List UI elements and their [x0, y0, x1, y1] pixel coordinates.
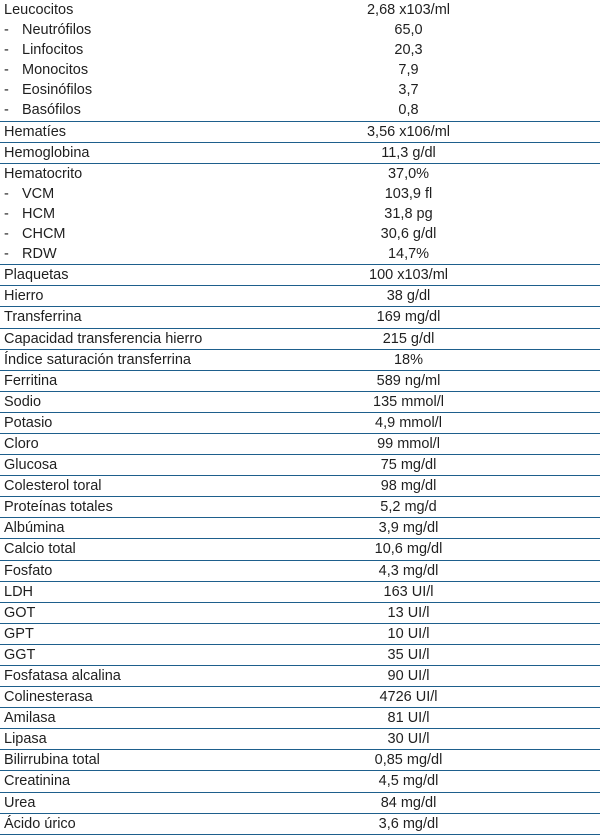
parameter-name: Eosinófilos — [22, 82, 93, 99]
parameter-name: VCM — [22, 185, 55, 202]
parameter-name: Bilirrubina total — [4, 752, 100, 769]
table-row — [0, 666, 600, 687]
table-row — [0, 80, 600, 100]
parameter-value: 11,3 g/dl — [257, 142, 600, 163]
parameter-name-cell — [0, 184, 257, 204]
parameter-name: Albúmina — [4, 520, 65, 537]
parameter-value: 100 x103/ml — [257, 265, 600, 286]
table-row — [0, 370, 600, 391]
parameter-name-cell — [0, 100, 257, 121]
parameter-name-cell — [0, 391, 257, 412]
parameter-name-cell — [0, 121, 257, 142]
parameter-name: Amilasa — [4, 710, 56, 727]
parameter-name-cell — [0, 602, 257, 623]
parameter-name: Hematíes — [4, 123, 67, 140]
parameter-name: Lipasa — [4, 731, 47, 748]
table-row — [0, 518, 600, 539]
parameter-value: 4726 UI/l — [257, 687, 600, 708]
parameter-value: 0,8 — [257, 100, 600, 121]
parameter-name: Colesterol toral — [4, 478, 102, 495]
parameter-name: Glucosa — [4, 457, 58, 474]
parameter-name: Transferrina — [4, 309, 82, 326]
parameter-name: Potasio — [4, 414, 53, 431]
parameter-name: Hemoglobina — [4, 144, 90, 161]
parameter-name: Creatinina — [4, 773, 71, 790]
parameter-name-cell — [0, 307, 257, 328]
parameter-value: 20,3 — [394, 42, 423, 59]
parameter-value: 5,2 mg/d — [257, 497, 600, 518]
parameter-value: 30,6 g/dl — [380, 226, 437, 243]
parameter-name: GGT — [4, 646, 36, 663]
parameter-name: Urea — [4, 794, 36, 811]
parameter-name: Linfocitos — [22, 42, 84, 59]
parameter-value: 135 mmol/l — [257, 391, 600, 412]
parameter-value: 37,0% — [387, 165, 430, 182]
sub-item-dash: - — [4, 185, 9, 202]
table-row — [0, 142, 600, 163]
table-row — [0, 224, 600, 244]
parameter-name: GOT — [4, 604, 36, 621]
parameter-value: 3,7 — [398, 82, 419, 99]
parameter-value: 75 mg/dl — [257, 455, 600, 476]
parameter-value: 215 g/dl — [257, 328, 600, 349]
parameter-name-cell — [0, 687, 257, 708]
parameter-value: 103,9 fl — [384, 185, 433, 202]
parameter-name: Cloro — [4, 435, 39, 452]
parameter-value: 18% — [257, 349, 600, 370]
parameter-name: Hierro — [4, 288, 44, 305]
sub-item-dash: - — [4, 226, 9, 243]
parameter-name: Índice saturación transferrina — [4, 351, 191, 368]
parameter-name-cell — [0, 20, 257, 40]
parameter-value: 10,6 mg/dl — [257, 539, 600, 560]
table-row — [0, 813, 600, 834]
table-row — [0, 792, 600, 813]
parameter-name-cell — [0, 623, 257, 644]
parameter-name-cell — [0, 433, 257, 454]
parameter-value: 589 ng/ml — [257, 370, 600, 391]
table-row — [0, 163, 600, 184]
parameter-value: 98 mg/dl — [257, 476, 600, 497]
parameter-name: HCM — [22, 205, 56, 222]
parameter-name-cell — [0, 80, 257, 100]
table-row — [0, 623, 600, 644]
parameter-name-cell — [0, 204, 257, 224]
parameter-value: 30 UI/l — [257, 729, 600, 750]
parameter-name-cell — [0, 813, 257, 834]
parameter-value: 65,0 — [394, 22, 423, 39]
parameter-value: 35 UI/l — [257, 644, 600, 665]
parameter-value: 10 UI/l — [257, 623, 600, 644]
parameter-name: Ácido úrico — [4, 815, 76, 832]
table-row — [0, 265, 600, 286]
parameter-name-cell — [0, 560, 257, 581]
table-row — [0, 687, 600, 708]
sub-item-dash: - — [4, 246, 9, 263]
parameter-name-cell — [0, 644, 257, 665]
parameter-name-cell — [0, 708, 257, 729]
parameter-value: 38 g/dl — [257, 286, 600, 307]
parameter-value: 2,68 x103/ml — [366, 2, 451, 18]
parameter-name-cell — [0, 370, 257, 391]
table-row — [0, 349, 600, 370]
table-row — [0, 602, 600, 623]
parameter-value: 90 UI/l — [257, 666, 600, 687]
parameter-name-cell — [0, 539, 257, 560]
parameter-value: 7,9 — [398, 62, 419, 79]
parameter-name-cell — [0, 0, 257, 20]
table-row — [0, 204, 600, 224]
parameter-name-cell — [0, 771, 257, 792]
table-row — [0, 40, 600, 60]
parameter-name: Plaquetas — [4, 267, 69, 284]
table-row — [0, 328, 600, 349]
parameter-name-cell — [0, 518, 257, 539]
parameter-name-cell — [0, 412, 257, 433]
table-row — [0, 560, 600, 581]
parameter-name-cell — [0, 244, 257, 265]
sub-item-dash: - — [4, 205, 9, 222]
parameter-value: 99 mmol/l — [257, 433, 600, 454]
sub-item-dash: - — [4, 82, 9, 99]
table-row — [0, 0, 600, 20]
parameter-value: 14,7% — [257, 244, 600, 265]
table-row — [0, 644, 600, 665]
parameter-name: Leucocitos — [4, 2, 74, 18]
parameter-name: Fosfato — [4, 562, 53, 579]
parameter-name: Sodio — [4, 393, 42, 410]
parameter-name: Hematocrito — [4, 165, 83, 182]
parameter-name: Monocitos — [22, 62, 89, 79]
parameter-name-cell — [0, 224, 257, 244]
parameter-value: 81 UI/l — [257, 708, 600, 729]
parameter-name-cell — [0, 497, 257, 518]
table-row — [0, 476, 600, 497]
table-row — [0, 729, 600, 750]
parameter-name: Fosfatasa alcalina — [4, 668, 121, 684]
table-row — [0, 539, 600, 560]
parameter-name: GPT — [4, 625, 34, 642]
parameter-value: 3,6 mg/dl — [257, 813, 600, 834]
parameter-value: 13 UI/l — [257, 602, 600, 623]
table-row — [0, 708, 600, 729]
table-row — [0, 286, 600, 307]
sub-item-dash: - — [4, 42, 9, 59]
parameter-name-cell — [0, 40, 257, 60]
parameter-name-cell — [0, 265, 257, 286]
parameter-name: Proteínas totales — [4, 499, 113, 516]
table-row — [0, 455, 600, 476]
table-row — [0, 121, 600, 142]
parameter-value: 163 UI/l — [257, 581, 600, 602]
parameter-value: 84 mg/dl — [257, 792, 600, 813]
table-row — [0, 412, 600, 433]
sub-item-dash: - — [4, 102, 9, 119]
parameter-value: 4,3 mg/dl — [257, 560, 600, 581]
parameter-name-cell — [0, 729, 257, 750]
parameter-value: 0,85 mg/dl — [257, 750, 600, 771]
parameter-name: RDW — [22, 246, 57, 263]
table-row — [0, 307, 600, 328]
parameter-value: 169 mg/dl — [257, 307, 600, 328]
parameter-name: Neutrófilos — [22, 22, 92, 39]
table-row — [0, 391, 600, 412]
parameter-name-cell — [0, 349, 257, 370]
parameter-name-cell — [0, 581, 257, 602]
table-row — [0, 60, 600, 80]
parameter-name-cell — [0, 455, 257, 476]
table-row — [0, 771, 600, 792]
parameter-value: 3,56 x106/ml — [257, 121, 600, 142]
table-row — [0, 244, 600, 265]
parameter-name-cell — [0, 328, 257, 349]
parameter-name: CHCM — [22, 226, 66, 243]
parameter-name: Ferritina — [4, 372, 58, 389]
parameter-name-cell — [0, 286, 257, 307]
table-row — [0, 581, 600, 602]
parameter-name-cell — [0, 750, 257, 771]
parameter-name: Calcio total — [4, 541, 76, 558]
parameter-name-cell — [0, 163, 257, 184]
parameter-name: Capacidad transferencia hierro — [4, 330, 203, 347]
parameter-name: LDH — [4, 583, 34, 600]
table-row — [0, 750, 600, 771]
table-row — [0, 20, 600, 40]
table-row — [0, 433, 600, 454]
parameter-name-cell — [0, 142, 257, 163]
parameter-value: 4,5 mg/dl — [257, 771, 600, 792]
parameter-value: 4,9 mmol/l — [257, 412, 600, 433]
table-row — [0, 497, 600, 518]
parameter-name-cell — [0, 792, 257, 813]
sub-item-dash: - — [4, 62, 9, 79]
table-row — [0, 184, 600, 204]
parameter-name-cell — [0, 666, 257, 687]
parameter-name-cell — [0, 476, 257, 497]
parameter-value: 31,8 pg — [384, 205, 433, 222]
sub-item-dash: - — [4, 22, 9, 39]
parameter-name: Basófilos — [22, 102, 81, 119]
parameter-value: 3,9 mg/dl — [257, 518, 600, 539]
parameter-name-cell — [0, 60, 257, 80]
parameter-name: Colinesterasa — [4, 689, 93, 706]
table-row — [0, 100, 600, 121]
